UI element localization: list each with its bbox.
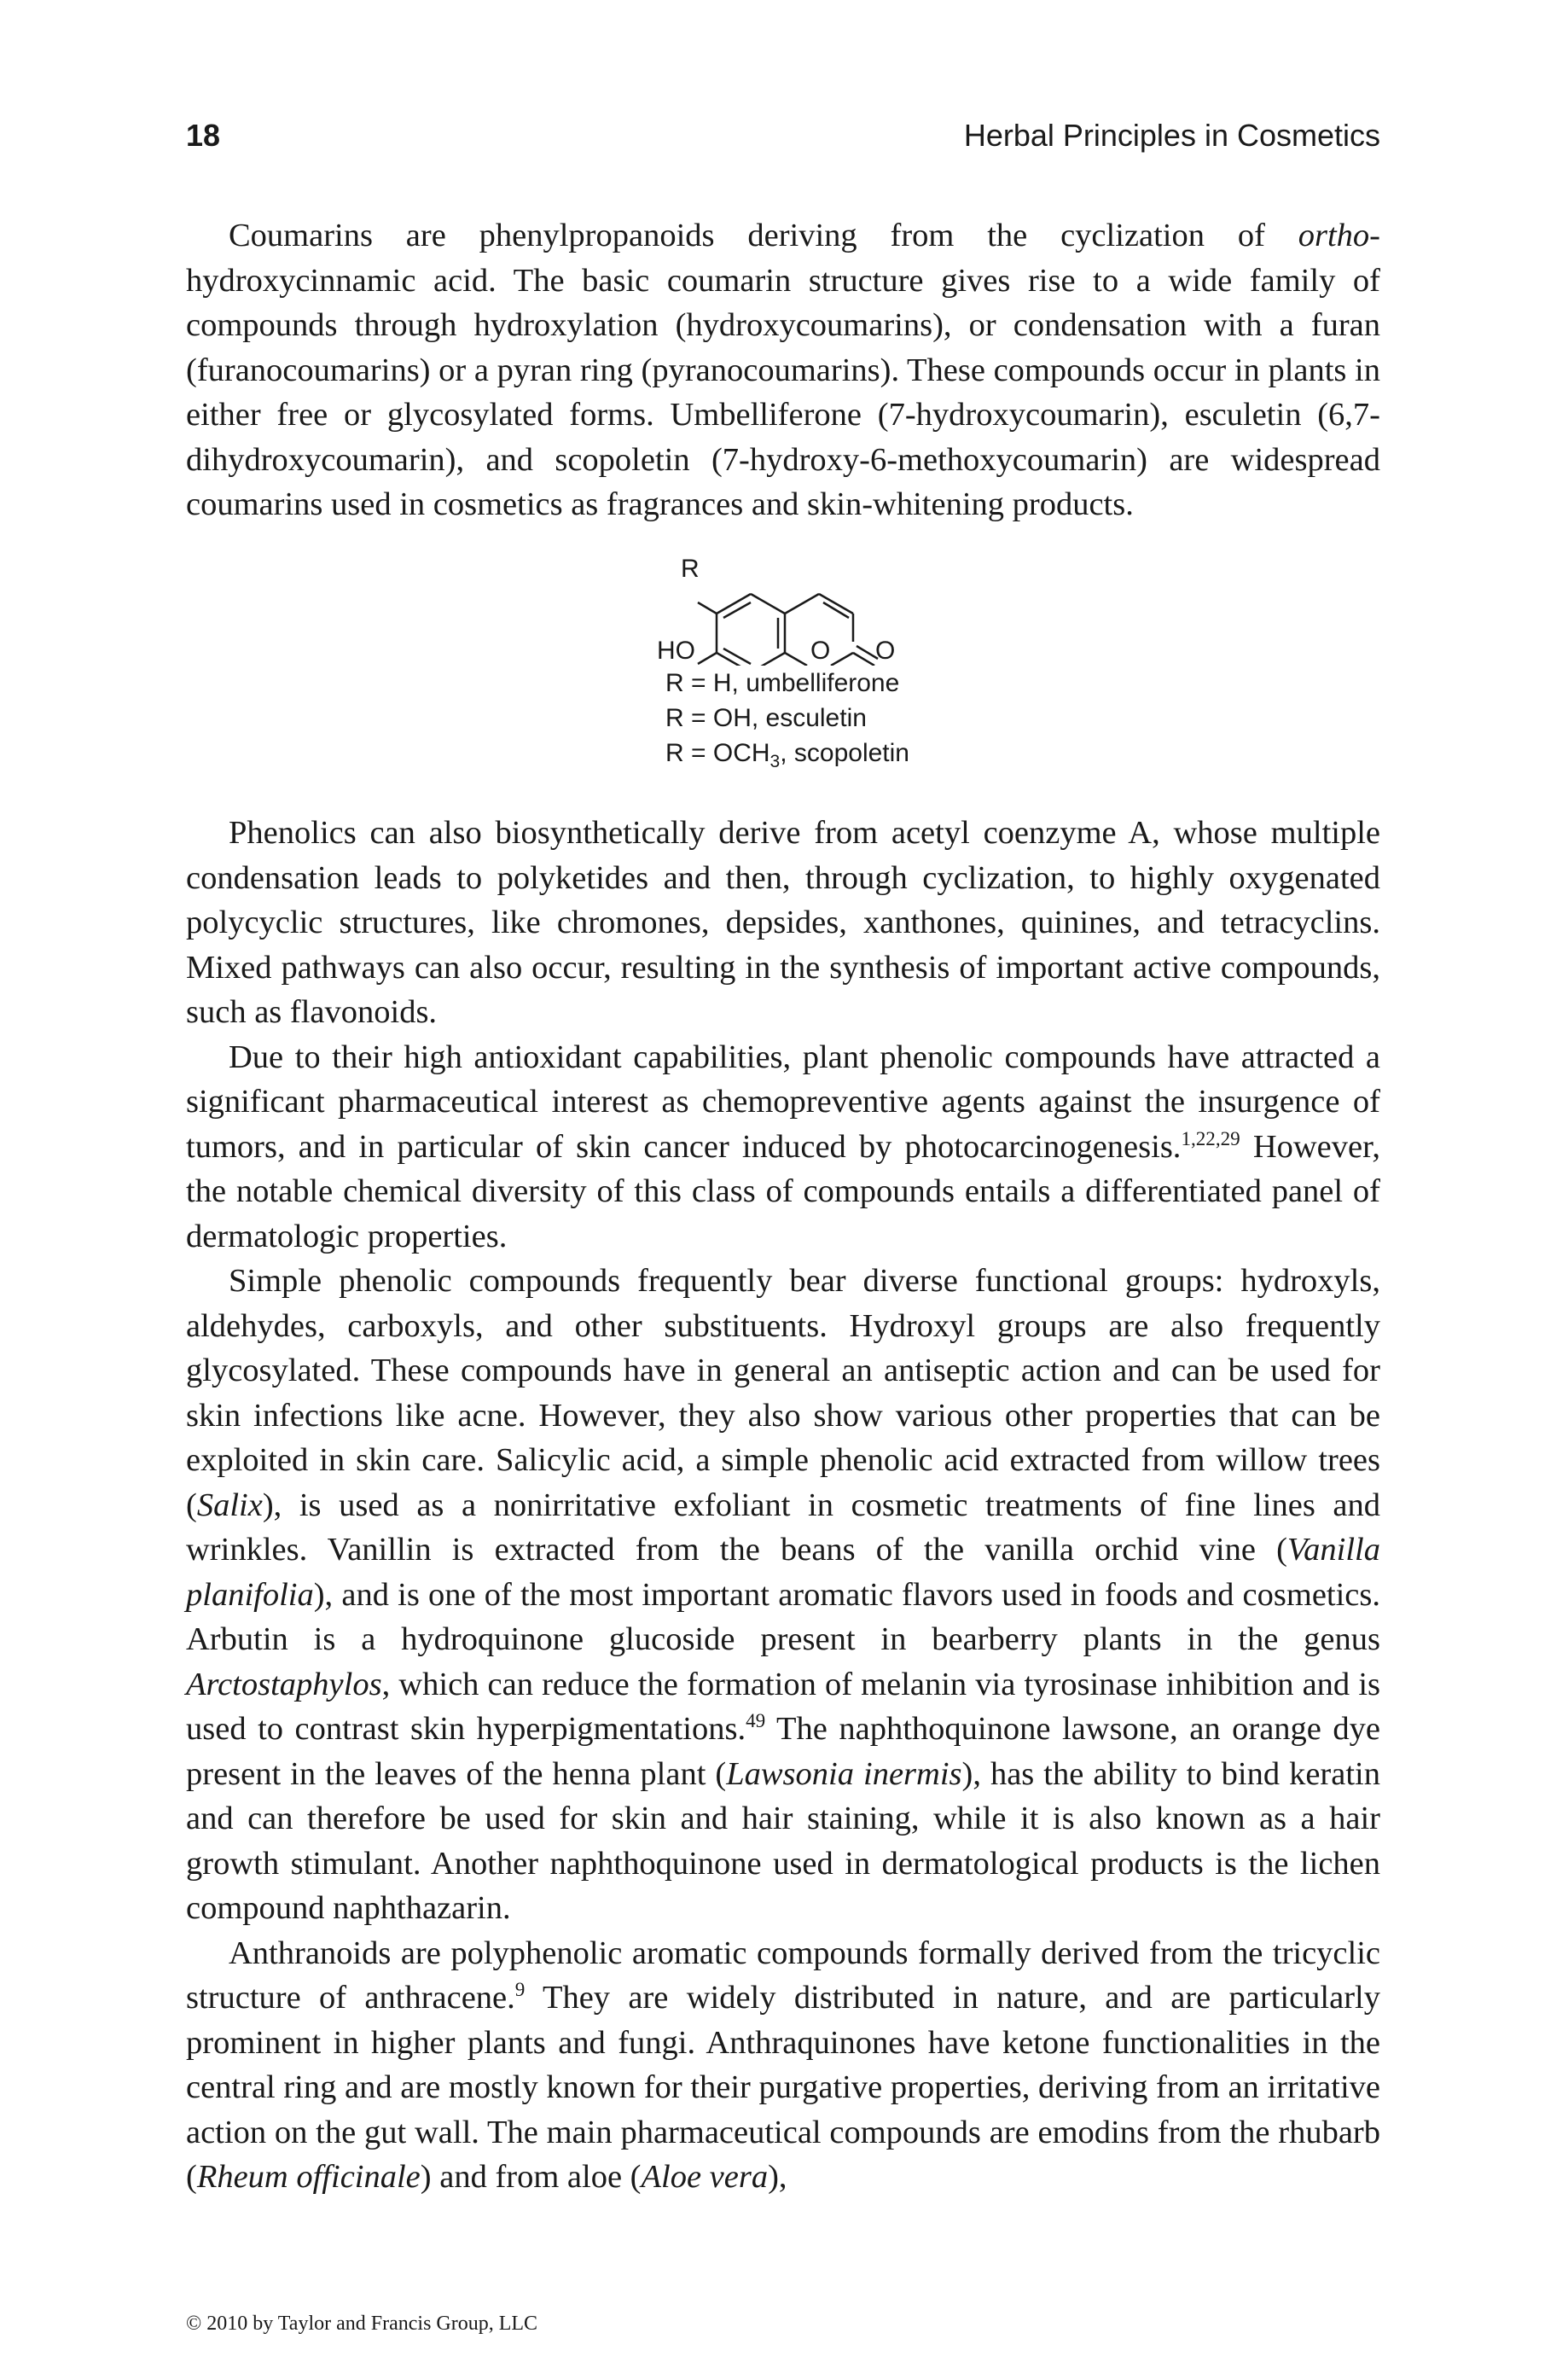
paragraph-coumarins: Coumarins are phenylpropanoids deriving from the cyclization of ortho-hydroxycinnamic acid. The basic coumarin structure gives rise to a wide family of compounds through hydroxylation (hydroxycoumarins), or condensation with a furan (furanocoumarins) or a pyran ring (pyranocoumarins). These compounds occur in plants in either free or glycosylated forms. Umbelliferone (7-hydroxycoumarin), esculetin (6,7-dihydroxycoumarin), and scopoletin (7-hydroxy-6-methoxycoumarin) are widespread coumarins used in cosmetics as fragrances and skin-whitening products. — [186, 218, 1380, 522]
citation: 9 — [514, 1978, 526, 2001]
atom-label-ho: HO — [657, 637, 695, 665]
copyright-footer: © 2010 by Taylor and Francis Group, LLC — [186, 2313, 538, 2335]
paragraph-simple-phenolics: Simple phenolic compounds frequently bear diverse functional groups: hydroxyls, aldehydes, carboxyls, and other substituents. Hydroxyl groups are also frequently glycosylated. These compounds have in general an antiseptic action and can be used for skin infections like acne. However, they also show various other properties that can be exploited in skin care. Salicylic acid, a simple phenolic acid extracted from willow trees (Salix), is used as a nonirritative exfoliant in cosmetic treatments of fine lines and wrinkles. Vanillin is extracted from the beans of the vanilla orchid vine (Vanilla planifolia), and is one of the most important aromatic flavors used in foods and cosmetics. Arbutin is a hydroquinone glucoside present in bearberry plants in the genus Arctostaphylos, which can reduce the formation of melanin via tyrosinase inhibition and is used to contrast skin hyperpigmentations.$^{49}$ The naphthoquinone lawsone, an orange dye present in the leaves of the henna plant (Lawsonia inermis), has the ability to bind keratin and can therefore be used for skin and hair staining, while it is also known as a hair growth stimulant. Another naphthoquinone used in dermatological products is the lichen compound naphthazarin. — [186, 1263, 1381, 1926]
figure-caption — [665, 666, 909, 771]
caption-scopoletin: $R = OCH_3$, scopoletin — [665, 739, 909, 771]
page-header — [186, 118, 1380, 160]
caption-esculetin: R = OH, esculetin — [665, 704, 867, 732]
paragraph-antioxidant: Due to their high antioxidant capabilities, plant phenolic compounds have attracted a significant pharmaceutical interest as chemopreventive agents against the insurgence of tumors, and in particular of skin cancer induced by photocarcinogenesis.$^{1,22,29}$ However, the notable chemical diversity of this class of compounds entails a differentiated panel of dermatologic properties. — [186, 1039, 1380, 1254]
caption-umbelliferone: R = H, umbelliferone — [665, 669, 900, 697]
page-number: 18 — [186, 118, 221, 153]
intro-text — [186, 213, 1380, 527]
paragraph-anthranoids: Anthranoids are polyphenolic aromatic compounds formally derived from the tricyclic structure of anthracene.$^9$ They are widely distributed in nature, and are particularly prominent in higher plants and fungi. Anthraquinones have ketone functionalities in the central ring and are mostly known for their purgative properties, deriving from an irritative action on the gut wall. The main pharmaceutical compounds are emodins from the rhubarb (Rheum officinale) and from aloe (Aloe vera), — [186, 1935, 1380, 2195]
citation: 1,22,29 — [1181, 1126, 1240, 1149]
atom-label-carbonyl-o: O — [875, 637, 896, 665]
atom-label-r: R — [681, 555, 700, 583]
coumarin-structure-figure — [631, 546, 1024, 777]
citation: 49 — [746, 1709, 766, 1732]
paragraph-phenolics: Phenolics can also biosynthetically derive from acetyl coenzyme A, whose multiple condensation leads to polyketides and then, through cyclization, to highly oxygenated polycyclic structures, like chromones, depsides, xanthones, quinines, and tetracyclins. Mixed pathways can also occur, resulting in the synthesis of important active compounds, such as flavonoids. — [186, 815, 1380, 1030]
running-title: Herbal Principles in Cosmetics — [963, 118, 1380, 153]
atom-label-ring-o: O — [810, 637, 831, 665]
body-text — [186, 811, 1380, 2200]
